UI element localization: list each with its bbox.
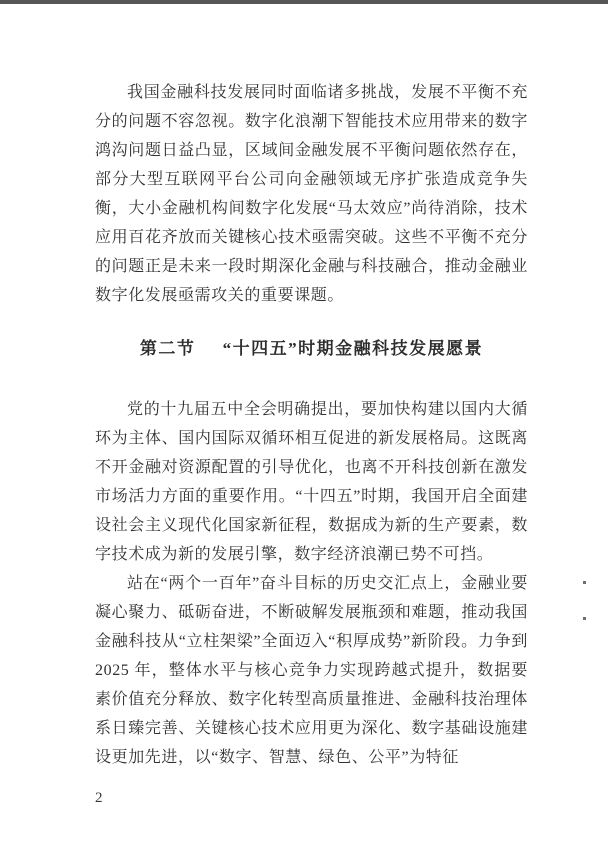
page-text-block xyxy=(95,78,528,772)
paragraph-challenges: 我国金融科技发展同时面临诸多挑战，发展不平衡不充分的问题不容忽视。数字化浪潮下智能技术应用带来的数字鸿沟问题日益凸显，区域间金融发展不平衡问题依然存在，部分大型互联网平台公司向金融领域无序扩张造成竞争失衡，大小金融机构间数字化发展“马太效应”尚待消除，技术应用百花齐放而关键核心技术亟需突破。这些不平衡不充分的问题正是未来一段时期深化金融与科技融合，推动金融业数字化发展亟需攻关的重要课题。 xyxy=(95,84,528,304)
scan-artifact-top-strip xyxy=(0,0,608,4)
paragraph-plenum: 党的十九届五中全会明确提出，要加快构建以国内大循环为主体、国内国际双循环相互促进的新发展格局。这既离不开金融对资源配置的引导优化，也离不开科技创新在激发市场活力方面的重要作用。“十四五”时期，我国开启全面建设社会主义现代化国家新征程，数据成为新的生产要素，数字技术成为新的发展引擎，数字经济浪潮已势不可挡。 xyxy=(95,401,528,563)
section-heading-label: 第二节 xyxy=(139,339,196,358)
section-heading xyxy=(95,334,528,363)
section-heading-title: “十四五”时期金融科技发展愿景 xyxy=(222,339,484,358)
paragraph-vision: 站在“两个一百年”奋斗目标的历史交汇点上，金融业要凝心聚力、砥砺奋进，不断破解发展瓶颈和难题，推动我国金融科技从“立柱架梁”全面迈入“积厚成势”新阶段。力争到 2025 年，整体水平与核心竞争力实现跨越式提升，数据要素价值充分释放、数字化转型高质量推进、金融科技治理体系日臻完善、关键核心技术应用更为深化、数字基础设施建设更加先进，以“数字、智慧、绿色、公平”为特征 xyxy=(95,575,528,766)
scan-artifact-speck-2 xyxy=(583,617,586,620)
scan-artifact-speck-1 xyxy=(583,581,586,584)
page-number: 2 xyxy=(95,790,103,806)
